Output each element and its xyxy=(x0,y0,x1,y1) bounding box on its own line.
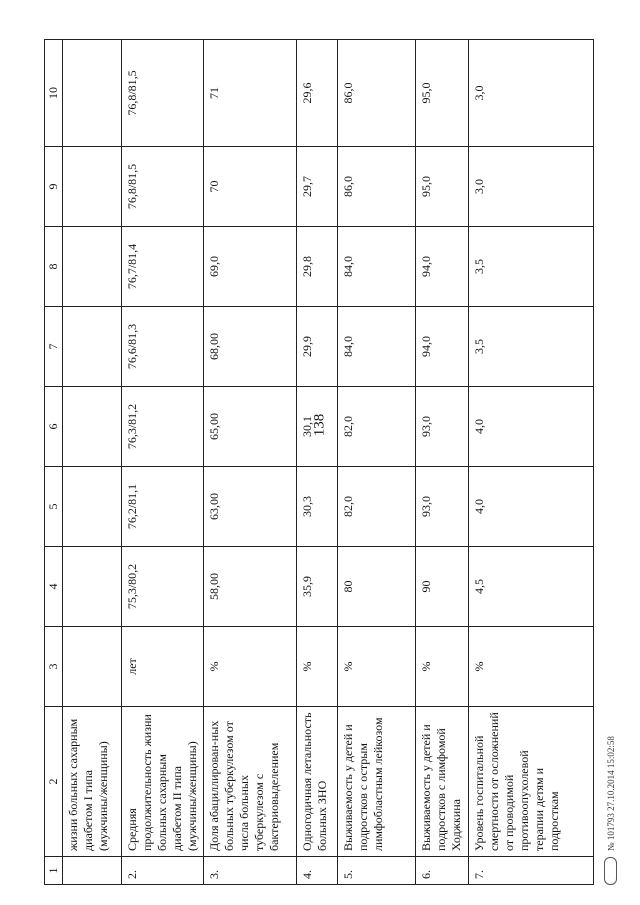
table-row xyxy=(468,40,593,885)
value-cell: 82,0 xyxy=(337,467,416,547)
table-row xyxy=(204,40,297,885)
value-cell: 76,6/81,3 xyxy=(121,307,204,387)
indicators-table xyxy=(44,39,594,885)
value-cell: 94,0 xyxy=(416,307,468,387)
value-cell: 76,3/81,2 xyxy=(121,387,204,467)
value-cell: 69,0 xyxy=(204,227,297,307)
table-row xyxy=(297,40,337,885)
row-number: 2. xyxy=(121,857,204,885)
stamp-icon xyxy=(604,857,617,885)
value-cell: 68,00 xyxy=(204,307,297,387)
value-cell: 35,9 xyxy=(297,547,337,627)
header-cell: 5 xyxy=(45,467,63,547)
indicator-name: жизни больных сахарным диабетом I типа (мужчины/женщины) xyxy=(63,707,122,857)
value-cell: 86,0 xyxy=(337,147,416,227)
value-cell: 58,00 xyxy=(204,547,297,627)
value-cell: 76,2/81,1 xyxy=(121,467,204,547)
row-number xyxy=(63,857,122,885)
header-cell: 1 xyxy=(45,857,63,885)
value-cell: 86,0 xyxy=(337,40,416,147)
row-number: 3. xyxy=(204,857,297,885)
value-cell: 82,0 xyxy=(337,387,416,467)
header-cell: 4 xyxy=(45,547,63,627)
value-cell xyxy=(63,147,122,227)
value-cell: 3,0 xyxy=(468,40,593,147)
value-cell: 95,0 xyxy=(416,147,468,227)
unit-cell: % xyxy=(204,627,297,707)
table-row xyxy=(416,40,468,885)
value-cell: 29,7 xyxy=(297,147,337,227)
value-cell: 71 xyxy=(204,40,297,147)
unit-cell: % xyxy=(468,627,593,707)
value-cell: 65,00 xyxy=(204,387,297,467)
value-cell: 63,00 xyxy=(204,467,297,547)
value-cell: 4,5 xyxy=(468,547,593,627)
row-number: 5. xyxy=(337,857,416,885)
page-number: 138 xyxy=(311,413,328,437)
value-cell: 70 xyxy=(204,147,297,227)
header-cell: 10 xyxy=(45,40,63,147)
header-cell: 8 xyxy=(45,227,63,307)
table-header-row xyxy=(45,40,63,885)
value-cell: 75,3/80,2 xyxy=(121,547,204,627)
indicator-name: Средняя продолжительность жизни больных сахарным диабетом II типа (мужчины/женщины) xyxy=(121,707,204,857)
value-cell: 29,9 xyxy=(297,307,337,387)
value-cell: 84,0 xyxy=(337,307,416,387)
value-cell: 3,5 xyxy=(468,307,593,387)
value-cell: 90 xyxy=(416,547,468,627)
header-cell: 6 xyxy=(45,387,63,467)
value-cell: 84,0 xyxy=(337,227,416,307)
value-cell: 95,0 xyxy=(416,40,468,147)
rotated-content xyxy=(44,40,616,885)
header-cell: 2 xyxy=(45,707,63,857)
unit-cell: % xyxy=(337,627,416,707)
value-cell: 80 xyxy=(337,547,416,627)
value-cell: 29,6 xyxy=(297,40,337,147)
value-cell: 29,8 xyxy=(297,227,337,307)
table-row xyxy=(121,40,204,885)
value-cell: 3,0 xyxy=(468,147,593,227)
value-cell: 76,7/81,4 xyxy=(121,227,204,307)
header-cell: 9 xyxy=(45,147,63,227)
value-cell xyxy=(63,227,122,307)
value-cell xyxy=(63,40,122,147)
value-cell xyxy=(63,467,122,547)
indicator-name: Выживаемость у детей и подростков с лимфомой Ходжкина xyxy=(416,707,468,857)
value-cell xyxy=(63,547,122,627)
indicator-name: Одногодичная летальность больных ЗНО xyxy=(297,707,337,857)
indicator-name: Выживаемость у детей и подростков с острым лимфобластным лейкозом xyxy=(337,707,416,857)
value-cell: 30,1 xyxy=(297,387,337,467)
footer-note xyxy=(604,736,617,885)
table-frame xyxy=(44,40,616,885)
row-number: 6. xyxy=(416,857,468,885)
header-cell: 3 xyxy=(45,627,63,707)
unit-cell xyxy=(63,627,122,707)
value-cell: 93,0 xyxy=(416,467,468,547)
value-cell: 3,5 xyxy=(468,227,593,307)
row-number: 4. xyxy=(297,857,337,885)
value-cell: 94,0 xyxy=(416,227,468,307)
table-row xyxy=(337,40,416,885)
unit-cell: % xyxy=(297,627,337,707)
header-cell: 7 xyxy=(45,307,63,387)
indicator-name: Доля абациллирован-ных больных туберкулезом от числа больных туберкулезом с бактериовыделением xyxy=(204,707,297,857)
value-cell: 93,0 xyxy=(416,387,468,467)
value-cell xyxy=(63,387,122,467)
value-cell: 4,0 xyxy=(468,467,593,547)
unit-cell: лет xyxy=(121,627,204,707)
value-cell: 76,8/81,5 xyxy=(121,147,204,227)
value-cell: 76,8/81,5 xyxy=(121,40,204,147)
indicator-name: Уровень госпитальной смертности от осложнений от проводимой противоопухолевой терапии детям и подросткам xyxy=(468,707,593,857)
unit-cell: % xyxy=(416,627,468,707)
document-number: № 101793 27.10.2014 15:02:58 xyxy=(605,736,616,851)
value-cell: 30,3 xyxy=(297,467,337,547)
value-cell: 4,0 xyxy=(468,387,593,467)
row-number: 7. xyxy=(468,857,593,885)
value-cell xyxy=(63,307,122,387)
table-row xyxy=(63,40,122,885)
